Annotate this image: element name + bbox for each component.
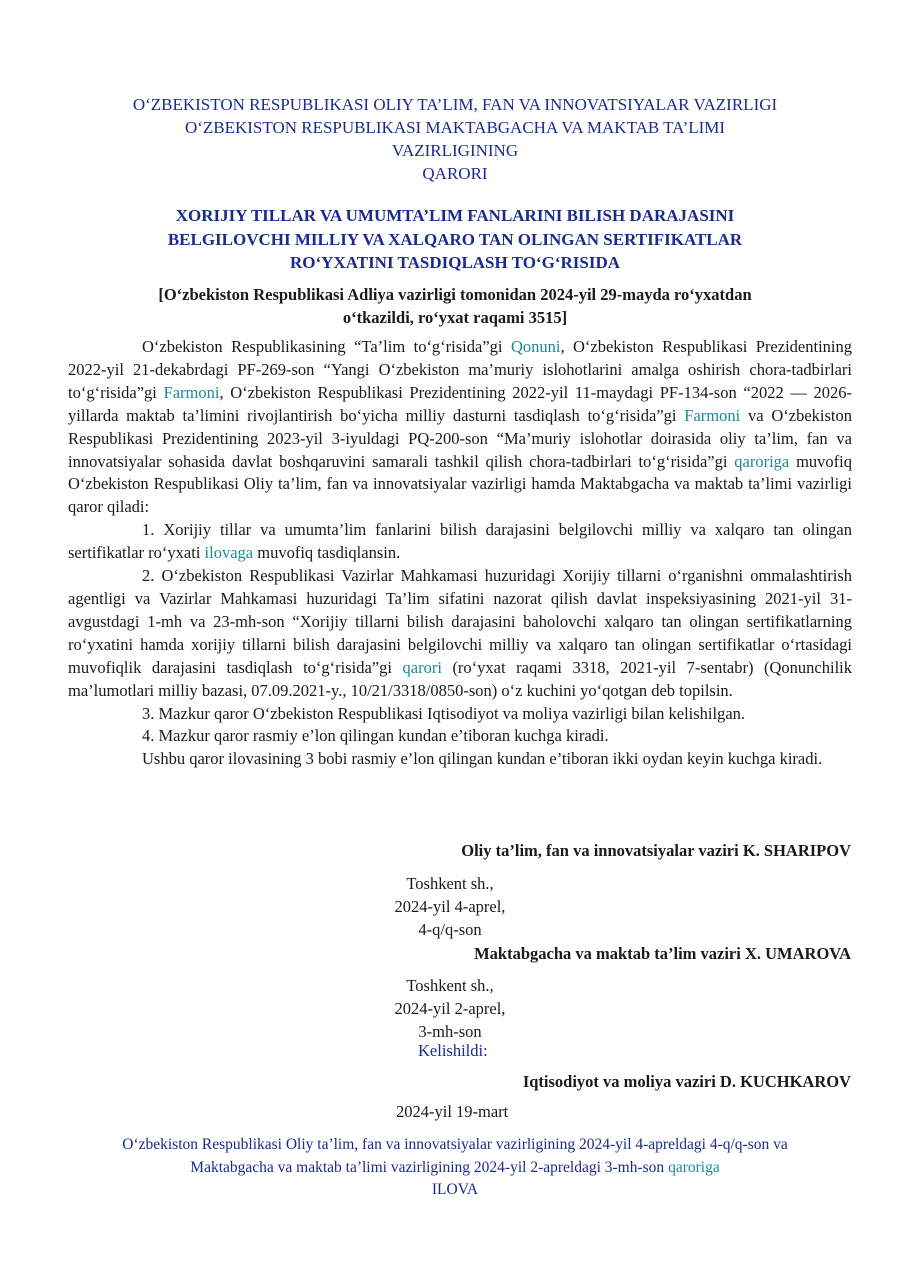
place-city: Toshkent sh., bbox=[406, 874, 494, 893]
item-1-text: muvofiq tasdiqlansin. bbox=[253, 543, 401, 563]
footer-line-1: O‘zbekiston Respublikasi Oliy ta’lim, fan va innovatsiyalar vazirligining 2024-yil 4-apreldagi 4-q/q-son va bbox=[122, 1136, 788, 1153]
place-date: 2024-yil 2-aprel, bbox=[394, 999, 506, 1018]
signature-place-2 bbox=[380, 974, 520, 1043]
preamble-text: muvofiq O‘zbekiston Respublikasi Oliy ta’lim, fan va innovatsiyalar vazirligi hamda Maktabgacha va maktab ta’limi vazirligi qaror qiladi: bbox=[68, 451, 853, 517]
footer-qaroriga-link[interactable]: qaroriga bbox=[668, 1158, 720, 1176]
farmoni-link[interactable]: Farmoni bbox=[163, 382, 220, 402]
registration-note bbox=[60, 283, 850, 329]
title-line-3: RO‘YXATINI TASDIQLASH TO‘G‘RISIDA bbox=[290, 253, 620, 272]
footer-line-3: ILOVA bbox=[431, 1181, 479, 1198]
ilovaga-link[interactable]: ilovaga bbox=[204, 543, 254, 563]
qarori-link[interactable]: qarori bbox=[402, 657, 442, 677]
header-line-1: O‘ZBEKISTON RESPUBLIKASI OLIY TA’LIM, FAN VA INNOVATSIYALAR VAZIRLIGI bbox=[132, 95, 778, 114]
item-2 bbox=[68, 565, 852, 702]
registration-line-1: [O‘zbekiston Respublikasi Adliya vazirligi tomonidan 2024-yil 29-mayda ro‘yxatdan bbox=[158, 285, 752, 304]
title-line-1: XORIJIY TILLAR VA UMUMTA’LIM FANLARINI BILISH DARAJASINI bbox=[175, 206, 735, 225]
qaroriga-link[interactable]: qaroriga bbox=[734, 451, 790, 471]
preamble-text: , O‘zbekiston Respublikasi Prezidentining 2022-yil 21-dekabrdagi PF-269-son “Yangi O‘zbekiston ma’muriy islohotlarini amalga oshirish chora-tadbirlari to‘g‘risida”gi bbox=[68, 337, 852, 402]
footer-line-2-text: Maktabgacha va maktab ta’limi vazirligining 2024-yil 2-apreldagi 3-mh-son bbox=[190, 1158, 669, 1176]
place-date: 2024-yil 4-aprel, bbox=[394, 897, 506, 916]
preamble-text: va O‘zbekiston Respublikasi Prezidentining 2023-yil 3-iyuldagi PQ-200-son “Ma’muriy islohotlar doirasida oliy ta’lim, fan va innovatsiyalar sohasida davlat boshqaruvini samarali tashkil qilish chora-tadbirlari to‘g‘risida”gi bbox=[68, 405, 852, 471]
signature-sharipov: Oliy ta’lim, fan va innovatsiyalar vaziri K. SHARIPOV bbox=[461, 841, 851, 860]
item-2-text: (ro‘yxat raqami 3318, 2021-yil 7-sentabr) (Qonunchilik ma’lumotlari milliy bazasi, 07.09.2021-y., 10/21/3318/0850-son) o‘z kuchini yo‘qotgan deb topilsin. bbox=[68, 657, 852, 700]
document-body bbox=[68, 336, 852, 771]
header-line-2: O‘ZBEKISTON RESPUBLIKASI MAKTABGACHA VA MAKTAB TA’LIMI bbox=[184, 118, 726, 137]
document-title bbox=[40, 204, 870, 275]
signature-kuchkarov: Iqtisodiyot va moliya vaziri D. KUCHKAROV bbox=[522, 1072, 851, 1091]
header-line-3: VAZIRLIGINING bbox=[391, 141, 519, 160]
footer-line-2 bbox=[40, 1157, 870, 1180]
registration-line-2: o‘tkazildi, ro‘yxat raqami 3515] bbox=[342, 308, 568, 327]
item-1-text: 1. Xorijiy tillar va umumta’lim fanlarini bilish darajasini belgilovchi milliy va xalqaro tan olingan sertifikatlar ro‘yxati bbox=[68, 520, 852, 563]
preamble-text: , O‘zbekiston Respublikasi Prezidentining 2022-yil 11-maydagi PF-134-son “2022 — 2026-yillarda maktab ta’limini rivojlantirish bo‘yicha milliy dasturni tasdiqlash to‘g‘risida”gi bbox=[68, 382, 852, 425]
title-line-2: BELGILOVCHI MILLIY VA XALQARO TAN OLINGAN SERTIFIKATLAR bbox=[167, 229, 743, 249]
closing-paragraph: Ushbu qaror ilovasining 3 bobi rasmiy e’lon qilingan kundan e’tiboran ikki oydan keyin kuchga kiradi. bbox=[142, 749, 823, 769]
item-3: 3. Mazkur qaror O‘zbekiston Respublikasi Iqtisodiyot va moliya vazirligi bilan kelishilgan. bbox=[142, 703, 746, 723]
qonuni-link[interactable]: Qonuni bbox=[510, 337, 561, 356]
ministry-header bbox=[40, 93, 870, 185]
farmoni-link[interactable]: Farmoni bbox=[684, 405, 741, 425]
preamble-paragraph bbox=[68, 336, 852, 519]
preamble-text: O‘zbekiston Respublikasining “Ta’lim to‘g‘risida”gi bbox=[142, 337, 511, 356]
appendix-footer bbox=[40, 1134, 870, 1202]
place-city: Toshkent sh., bbox=[406, 976, 494, 995]
place-number: 4-q/q-son bbox=[418, 920, 482, 939]
signature-place-1 bbox=[380, 872, 520, 941]
item-2-text: 2. O‘zbekiston Respublikasi Vazirlar Mahkamasi huzuridagi Xorijiy tillarni o‘rganishni ommalashtirish agentligi va Vazirlar Mahkamasi huzuridagi Ta’lim sifatini nazorat qilish davlat inspeksiyasining 2021-yil 31-avgustdagi 1-mh va 23-mh-son “Xorijiy tillarni bilish darajasini baholovchi xalqaro tan olingan sertifikatlarning ro‘yxatini hamda xorijiy tillarni bilish darajasini belgilovchi milliy va xalqaro tan olingan sertifikatlar o‘rtasidagi muvofiqlik darajasini tasdiqlash to‘g‘risida”gi bbox=[68, 566, 852, 677]
signature-umarova: Maktabgacha va maktab ta’lim vaziri X. UMAROVA bbox=[474, 944, 851, 963]
agreed-label: Kelishildi: bbox=[418, 1041, 488, 1060]
item-4: 4. Mazkur qaror rasmiy e’lon qilingan kundan e’tiboran kuchga kiradi. bbox=[142, 726, 609, 746]
place-number: 3-mh-son bbox=[418, 1022, 482, 1041]
item-1 bbox=[68, 519, 852, 565]
header-line-4: QARORI bbox=[422, 164, 488, 183]
signature-date-3: 2024-yil 19-mart bbox=[396, 1102, 509, 1121]
